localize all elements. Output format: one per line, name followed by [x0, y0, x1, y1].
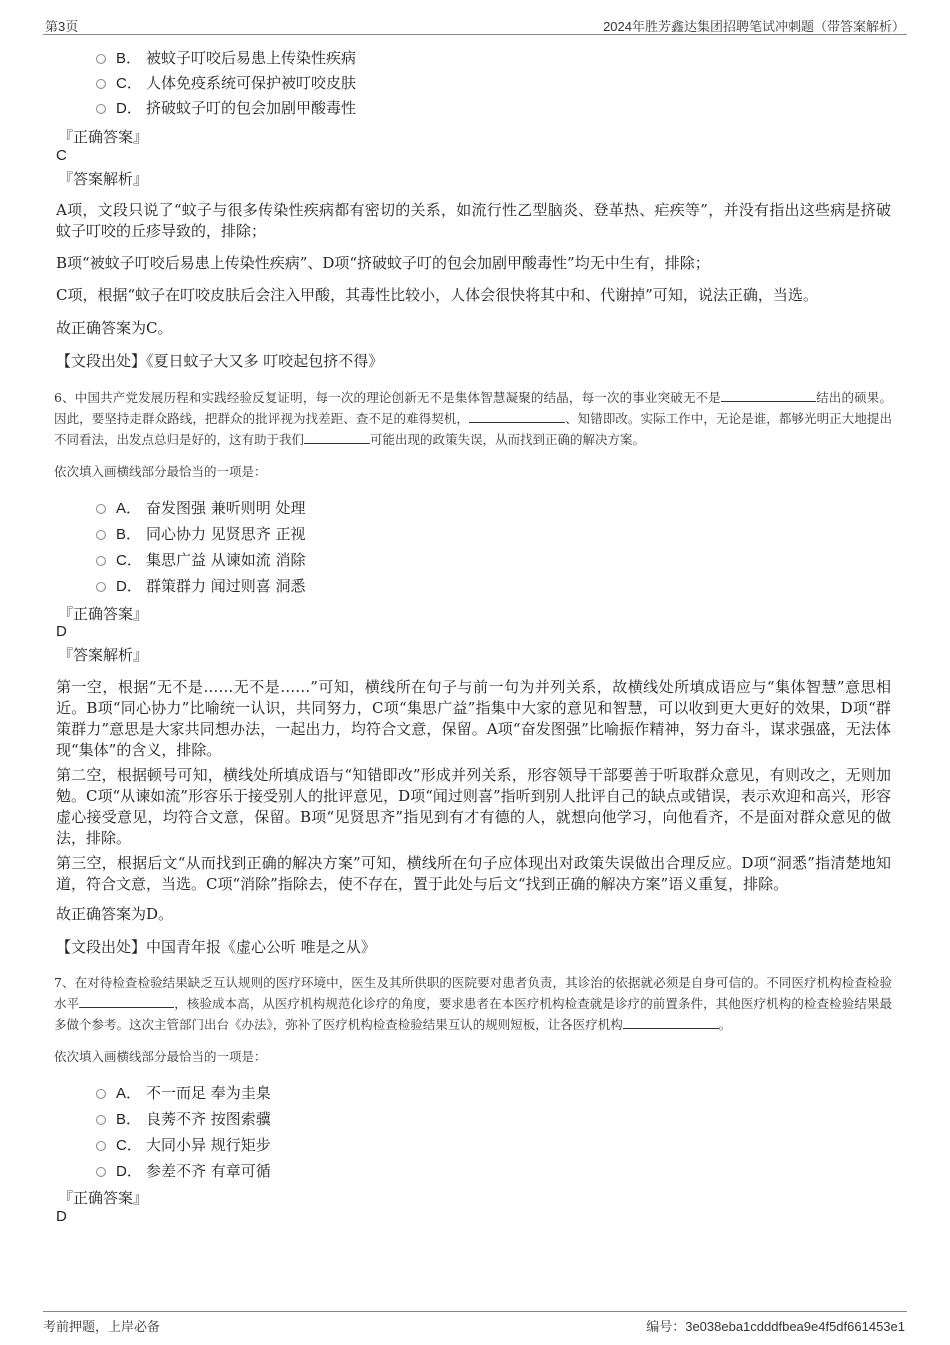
radio-button-icon[interactable]	[96, 1141, 106, 1151]
q6-prompt: 依次填入画横线部分最恰当的一项是：	[54, 464, 267, 479]
q7-correct-answer: D	[56, 1208, 67, 1225]
q7-option-c[interactable]: C． 大同小异 规行矩步	[96, 1134, 271, 1156]
q7-correct-answer-label: 『正确答案』	[58, 1189, 149, 1207]
q5-option-c[interactable]: C． 人体免疫系统可保护被叮咬皮肤	[96, 72, 356, 94]
q5-analysis-paragraph: C项，根据“蚊子在叮咬皮肤后会注入甲酸，其毒性比较小，人体会很快将其中和、代谢掉”可知，说法正确，当选。	[56, 286, 818, 304]
radio-button-icon[interactable]	[96, 104, 106, 114]
q7-option-a[interactable]: A． 不一而足 奉为圭臬	[96, 1082, 271, 1104]
q6-analysis-paragraph: 第三空，根据后文“从而找到正确的解决方案”可知，横线所在句子应体现出对政策失误做出合理反应。D项“洞悉”指清楚地知道，符合文意，当选。C项“消除”指除去，使不存在，置于此处与后文“找到正确的解决方案”语义重复，排除。	[56, 854, 891, 893]
radio-button-icon[interactable]	[96, 582, 106, 592]
fill-blank	[623, 1014, 719, 1029]
q6-analysis-label: 『答案解析』	[58, 646, 149, 664]
radio-button-icon[interactable]	[96, 1167, 106, 1177]
q5-analysis-conclusion: 故正确答案为C。	[56, 319, 173, 337]
footer-slogan: 考前押题，上岸必备	[43, 1319, 161, 1334]
fill-blank	[721, 387, 816, 402]
fill-blank	[79, 993, 174, 1008]
q6-correct-answer: D	[56, 623, 67, 640]
q7-prompt: 依次填入画横线部分最恰当的一项是：	[54, 1049, 267, 1064]
q5-correct-answer: C	[56, 147, 67, 164]
q5-source: 【文段出处】《夏日蚊子大又多 叮咬起包挤不得》	[56, 352, 384, 370]
q6-source: 【文段出处】中国青年报《虚心公听 唯是之从》	[56, 938, 376, 956]
q5-analysis-paragraph: B项“被蚊子叮咬后易患上传染性疾病”、D项“挤破蚊子叮的包会加剧甲酸毒性”均无中生有，排除；	[56, 254, 710, 272]
radio-button-icon[interactable]	[96, 79, 106, 89]
fill-blank	[469, 408, 565, 423]
radio-button-icon[interactable]	[96, 1089, 106, 1099]
q7-option-d[interactable]: D． 参差不齐 有章可循	[96, 1160, 271, 1182]
document-code: 编号：3e038eba1cdddfbea9e4f5df661453e1	[646, 1319, 905, 1334]
radio-button-icon[interactable]	[96, 504, 106, 514]
radio-button-icon[interactable]	[96, 530, 106, 540]
q7-option-b[interactable]: B． 良莠不齐 按图索骥	[96, 1108, 271, 1130]
q5-option-d[interactable]: D． 挤破蚊子叮的包会加剧甲酸毒性	[96, 97, 356, 119]
q6-option-c[interactable]: C． 集思广益 从谏如流 消除	[96, 549, 306, 571]
q7-question-text: 7、在对待检查检验结果缺乏互认规则的医疗环境中，医生及其所供职的医院要对患者负责，其诊治的依据就必须是自身可信的。不同医疗机构检查检验水平 ，核验成本高，从医疗机构规范化诊疗的角度，要求患者在本医疗机构检查就是诊疗的前置条件，其他医疗机构的检查检验结果最多做个参考。这次主管部门出台《办法》，弥补了医疗机构检查检验结果互认的规则短板，让各医疗机构 。	[54, 975, 892, 1032]
page-footer	[43, 1311, 907, 1334]
q6-analysis-paragraph: 第二空，根据顿号可知，横线处所填成语与“知错即改”形成并列关系，形容领导干部要善于听取群众意见，有则改之，无则加勉。C项“从谏如流”形容乐于接受别人的批评意见，D项“闻过则喜”指听到别人批评自己的缺点或错误，表示欢迎和高兴，形容虚心接受意见，均符合文意，保留。B项“见贤思齐”指见到有才有德的人，就想向他学习，向他看齐，不是面对群众意见的做法，排除。	[56, 766, 891, 847]
page-header	[43, 14, 907, 35]
q6-option-b[interactable]: B． 同心协力 见贤思齐 正视	[96, 523, 306, 545]
radio-button-icon[interactable]	[96, 1115, 106, 1125]
document-title: 2024年胜芳鑫达集团招聘笔试冲刺题（带答案解析）	[603, 19, 905, 34]
q5-analysis-paragraph: A项，文段只说了“蚊子与很多传染性疾病都有密切的关系，如流行性乙型脑炎、登革热、疟疾等”，并没有指出这些病是挤破蚊子叮咬的丘疹导致的，排除；	[56, 201, 891, 240]
q6-option-d[interactable]: D． 群策群力 闻过则喜 洞悉	[96, 575, 306, 597]
radio-button-icon[interactable]	[96, 556, 106, 566]
q6-question-text: 6、中国共产党发展历程和实践经验反复证明，每一次的理论创新无不是集体智慧凝聚的结晶，每一次的事业突破无不是 结出的硕果。因此，要坚持走群众路线，把群众的批评视为找差距、查不足的难得契机， 、知错即改。实际工作中，无论是谁，都够光明正大地提出不同看法，出发点总归是好的，这有助于我们 可能出现的政策失误，从而找到正确的解决方案。	[54, 387, 892, 450]
q5-correct-answer-label: 『正确答案』	[58, 128, 149, 146]
q6-analysis-paragraph: 第一空，根据“无不是……无不是……”可知，横线所在句子与前一句为并列关系，故横线处所填成语应与“集体智慧”意思相近。B项“同心协力”比喻统一认识，共同努力，C项“集思广益”指集中大家的意见和智慧，可以收到更大更好的效果，D项“群策群力”意思是大家共同想办法，一起出力，均符合文意，保留。A项“奋发图强”比喻振作精神，努力奋斗，谋求强盛，无法体现“集体”的含义，排除。	[56, 678, 891, 759]
fill-blank	[304, 429, 370, 444]
page-number: 第3页	[45, 19, 79, 34]
q6-analysis-conclusion: 故正确答案为D。	[56, 905, 174, 923]
radio-button-icon[interactable]	[96, 54, 106, 64]
q6-option-a[interactable]: A． 奋发图强 兼听则明 处理	[96, 497, 306, 519]
q6-correct-answer-label: 『正确答案』	[58, 605, 149, 623]
q5-option-b[interactable]: B． 被蚊子叮咬后易患上传染性疾病	[96, 47, 356, 69]
q5-analysis-label: 『答案解析』	[58, 170, 149, 188]
